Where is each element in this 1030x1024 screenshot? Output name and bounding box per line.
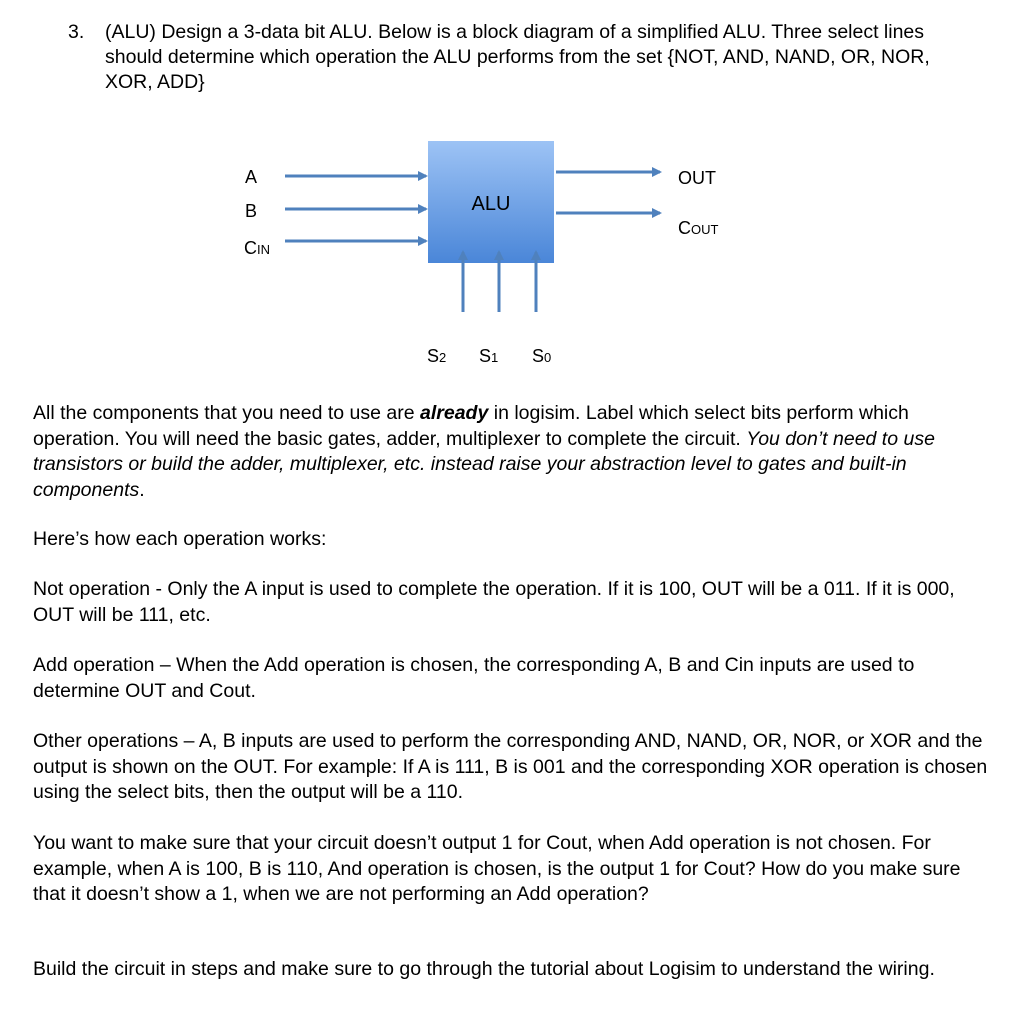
p1-period: . <box>139 478 145 501</box>
p1-italic-note: You don’t need to use transistors or build the adder, multiplexer, etc. instead raise your abstraction level to gates and built-in components <box>33 427 935 501</box>
paragraph-cout-note: You want to make sure that your circuit doesn’t output 1 for Cout, when Add operation is not chosen. For example, when A is 100, B is 110, And operation is chosen, is the output 1 for Cout? How do you make sure that it doesn’t show a 1, when we are not performing an Add operation? <box>33 832 961 905</box>
alu-label: ALU <box>471 193 511 215</box>
alu-block-diagram <box>0 0 1030 400</box>
paragraph-how-works: Here’s how each operation works: <box>33 528 327 550</box>
paragraph-other-operations: Other operations – A, B inputs are used to perform the corresponding AND, NAND, OR, NOR, or XOR and the output is shown on the OUT. For example: If A is 111, B is 001 and the corresponding XOR operation is chosen using the select bits, then the output will be a 110. <box>33 730 988 803</box>
input-cin-label: CIN <box>244 238 270 258</box>
output-cout-label: COUT <box>678 218 719 238</box>
paragraph-add-operation: Add operation – When the Add operation is chosen, the corresponding A, B and Cin inputs are used to determine OUT and Cout. <box>33 654 915 702</box>
p1-text-c: in logisim. Label which select bits perform which operation. You will need the basic gates, adder, multiplexer to complete the circuit. <box>33 402 909 450</box>
output-out-label: OUT <box>678 168 716 188</box>
question-text: (ALU) Design a 3-data bit ALU. Below is a block diagram of a simplified ALU. Three select lines should determine which operation the ALU performs from the set {NOT, AND, NAND, OR, NOR, XOR, ADD} <box>105 21 930 93</box>
p1-emphasis-already: already <box>420 402 489 424</box>
input-a-label: A <box>245 167 258 187</box>
p1-text-a: All the components that you need to use are <box>33 402 421 424</box>
question-number: 3. <box>68 21 85 43</box>
select-s2-label: S2 <box>427 346 447 366</box>
paragraph-components <box>33 401 993 503</box>
paragraph-build-steps: Build the circuit in steps and make sure to go through the tutorial about Logisim to understand the wiring. <box>33 958 935 980</box>
paragraph-not-operation: Not operation - Only the A input is used to complete the operation. If it is 100, OUT will be a 011. If it is 000, OUT will be 111, etc. <box>33 578 955 626</box>
select-s1-label: S1 <box>479 346 499 366</box>
select-s0-label: S0 <box>532 346 552 366</box>
input-b-label: B <box>245 201 258 221</box>
